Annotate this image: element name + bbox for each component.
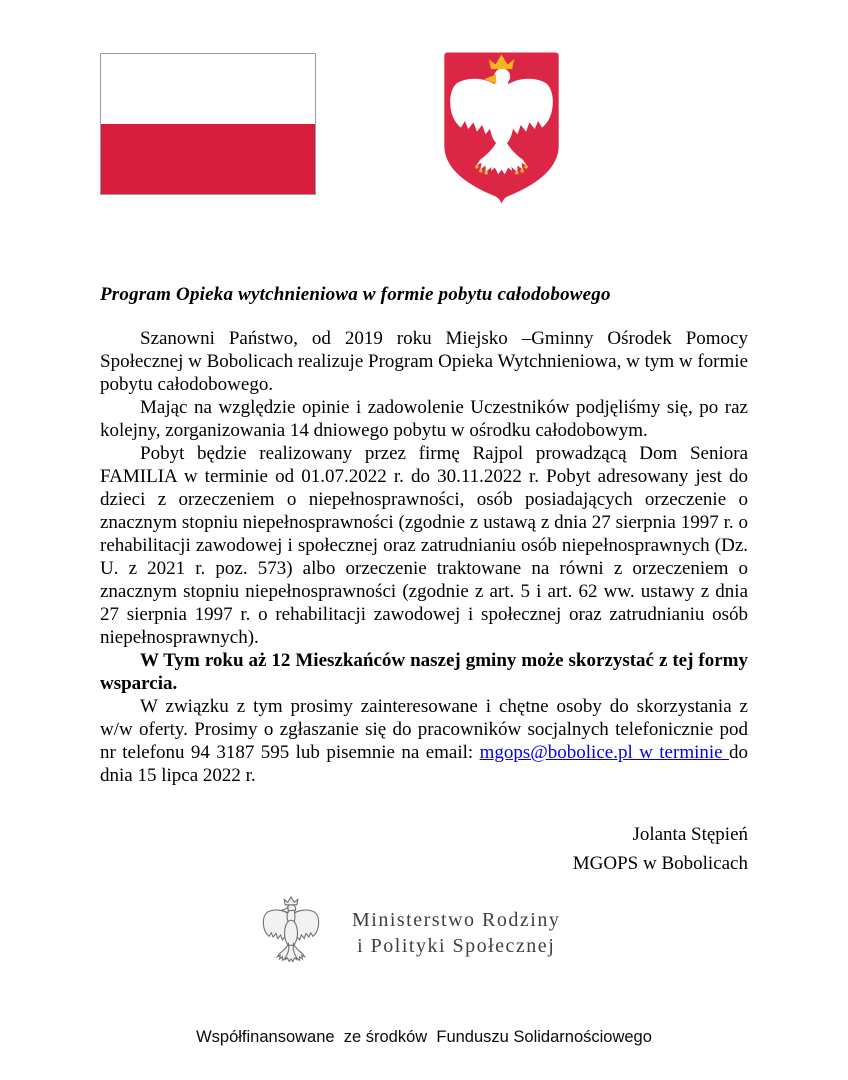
footer-funding-note: Współfinansowane ze środków Funduszu Solidarnościowego <box>196 1028 652 1046</box>
ministry-name-line1: Ministerstwo Rodziny <box>352 909 561 931</box>
flag-white-stripe <box>101 54 315 124</box>
contact-text-before-link: W związku z tym prosimy zainteresowane i chętne osoby do skorzystania z w/w oferty. Prosimy o zgłaszanie się do pracowników socjalnych telefonicznie pod nr telefonu 94 3187 595 lub pisemnie na email: <box>100 696 748 763</box>
ministry-name-line2: i Polityki Społecznej <box>357 935 556 957</box>
polish-flag-icon <box>100 53 316 195</box>
paragraph-opinions: Mając na względzie opinie i zadowolenie Uczestników podjęliśmy się, po raz kolejny, zorganizowania 14 dniowego pobytu w ośrodku całodobowym. <box>100 397 748 441</box>
document-title: Program Opieka wytchnieniowa w formie pobytu całodobowego <box>100 284 611 305</box>
flag-red-stripe <box>101 124 315 194</box>
ministry-logo <box>250 893 560 979</box>
signature-block <box>573 820 748 878</box>
document-body <box>100 327 748 787</box>
signature-organization: MGOPS w Bobolicach <box>572 853 748 874</box>
contact-text-after-link: do dnia 15 lipca 2022 r. <box>100 742 749 786</box>
email-link[interactable]: mgops@bobolice.pl w terminie <box>479 742 730 763</box>
paragraph-contact <box>100 695 748 787</box>
coat-of-arms-eagle-icon <box>435 47 568 207</box>
paragraph-details: Pobyt będzie realizowany przez firmę Rajpol prowadzącą Dom Seniora FAMILIA w terminie od 01.07.2022 r. do 30.11.2022 r. Pobyt adresowany jest do dzieci z orzeczeniem o niepełnosprawności, osób posiadających orzeczenie o znacznym stopniu niepełnosprawności (zgodnie z ustawą z dnia 27 sierpnia 1997 r. o rehabilitacji zawodowej i społecznej oraz zatrudnianiu osób niepełnosprawnych (Dz. U. z 2021 r. poz. 573) albo orzeczenie traktowane na równi z orzeczeniem o znacznym stopniu niepełnosprawności (zgodnie z art. 5 i art. 62 ww. ustawy z dnia 27 sierpnia 1997 r. o rehabilitacji zawodowej i społecznej oraz zatrudnianiu osób niepełnosprawnych). <box>100 443 748 648</box>
ministry-name <box>352 893 560 959</box>
signature-name: Jolanta Stępień <box>632 824 748 845</box>
paragraph-highlight: W Tym roku aż 12 Mieszkańców naszej gminy może skorzystać z tej formy wsparcia. <box>100 650 748 694</box>
ministry-eagle-icon <box>250 893 332 979</box>
paragraph-intro: Szanowni Państwo, od 2019 roku Miejsko –Gminny Ośrodek Pomocy Społecznej w Bobolicach realizuje Program Opieka Wytchnieniowa, w tym w formie pobytu całodobowego. <box>100 328 749 395</box>
